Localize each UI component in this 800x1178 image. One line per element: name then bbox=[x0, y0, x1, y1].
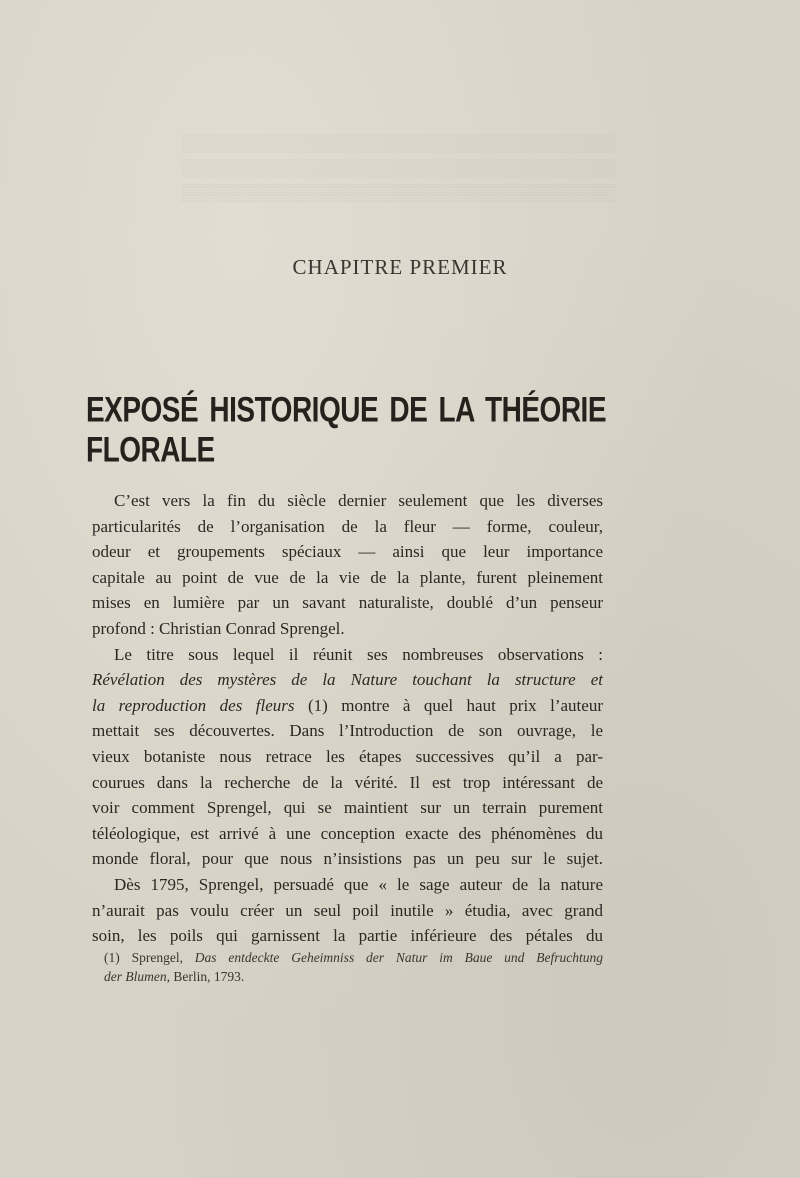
footnote-text-text-after: , Berlin, 1793. bbox=[166, 969, 245, 984]
footnote bbox=[104, 948, 603, 986]
body-line bbox=[92, 872, 603, 898]
footnote-line bbox=[104, 948, 603, 967]
body-text bbox=[92, 488, 603, 949]
body-text-italic: Révélation des mystères de la Nature touchant la structure et bbox=[92, 670, 603, 690]
body-text-text: voir comment Sprengel, qui se maintient sur un terrain purement bbox=[92, 798, 603, 818]
body-line bbox=[92, 539, 603, 565]
body-line bbox=[92, 923, 603, 949]
body-text-text: mises en lumière par un savant naturaliste, doublé d’un penseur bbox=[92, 593, 603, 613]
body-text-text: particularités de l’organisation de la fleur — forme, couleur, bbox=[92, 516, 603, 536]
body-line bbox=[92, 642, 603, 668]
body-line bbox=[92, 898, 603, 924]
body-line bbox=[92, 821, 603, 847]
body-line bbox=[92, 565, 603, 591]
body-text-text: odeur et groupements spéciaux — ainsi que leur importance bbox=[92, 542, 603, 562]
body-text-text: monde floral, pour que nous n’insistions pas un peu sur le sujet. bbox=[92, 849, 603, 869]
body-line bbox=[92, 514, 603, 540]
body-line bbox=[92, 488, 603, 514]
body-line bbox=[92, 667, 603, 693]
body-text-italic: la reproduction des fleurs bbox=[92, 695, 295, 715]
body-line bbox=[92, 744, 603, 770]
body-line bbox=[92, 718, 603, 744]
body-line bbox=[92, 693, 603, 719]
body-line bbox=[92, 616, 603, 642]
footnote-line bbox=[104, 967, 603, 986]
body-text-text: soin, les poils qui garnissent la partie inférieure des pétales du bbox=[92, 926, 603, 946]
body-text-text-before: Le titre sous lequel il réunit ses nombreuses observations : bbox=[114, 644, 603, 664]
section-title: EXPOSÉ HISTORIQUE DE LA THÉORIE FLORALE bbox=[86, 390, 606, 469]
body-text-text: capitale au point de vue de la vie de la plante, furent pleinement bbox=[92, 567, 603, 587]
body-text-text: téléologique, est arrivé à une conception exacte des phénomènes du bbox=[92, 823, 603, 843]
body-text-text: n’aurait pas voulu créer un seul poil inutile » étudia, avec grand bbox=[92, 900, 603, 920]
body-text-text: mettait ses découvertes. Dans l’Introduction de son ouvrage, le bbox=[92, 721, 603, 741]
body-line bbox=[92, 590, 603, 616]
body-text-text: C’est vers la fin du siècle dernier seulement que les diverses bbox=[114, 491, 603, 510]
footnote-text-text-before: (1) Sprengel, bbox=[104, 950, 195, 965]
body-line bbox=[92, 770, 603, 796]
footnote-text-italic: der Blumen bbox=[104, 969, 167, 984]
body-line bbox=[92, 795, 603, 821]
show-through-texture: ▒▒▒▒▒▒▒▒▒▒▒▒▒▒▒▒▒▒▒▒▒▒▒▒▒▒▒▒▒▒▒▒▒▒▒▒ ▒▒▒▒▒▒▒▒▒▒▒▒▒▒▒▒▒▒▒▒▒▒▒▒▒▒▒▒▒▒▒▒▒▒▒▒ ▒▒▒▒▒▒▒▒▒▒▒▒▒▒▒▒▒▒▒▒▒▒▒▒▒▒▒▒▒▒▒▒▒▒▒▒ bbox=[181, 133, 615, 202]
body-text-text: profond : Christian Conrad Sprengel. bbox=[92, 618, 345, 638]
footnote-text-italic: Das entdeckte Geheimniss der Natur im Baue und Befruchtung bbox=[194, 950, 603, 965]
body-text-text-after: (1) montre à quel haut prix l’auteur bbox=[294, 695, 603, 715]
chapter-heading: CHAPITRE PREMIER bbox=[292, 255, 508, 279]
body-text-text: Dès 1795, Sprengel, persuadé que « le sage auteur de la nature bbox=[114, 874, 603, 894]
body-text-text: courues dans la recherche de la vérité. Il est trop intéressant de bbox=[92, 772, 603, 792]
body-line bbox=[92, 846, 603, 872]
body-text-text: vieux botaniste nous retrace les étapes successives qu’il a par- bbox=[92, 746, 603, 766]
